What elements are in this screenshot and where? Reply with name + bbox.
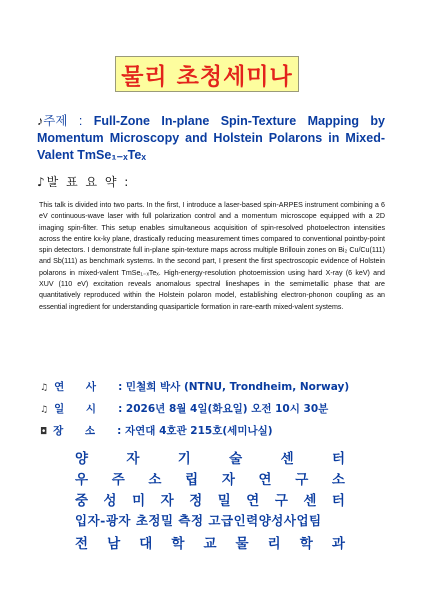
topic-block [37, 113, 385, 164]
org-char: 센 [303, 493, 317, 509]
note-icon: ♫ [40, 383, 49, 393]
org-char: 구 [274, 493, 288, 509]
org-char: 전 [75, 536, 89, 552]
org-char: 양 [75, 451, 89, 467]
speaker-label: 연 사 [54, 381, 106, 393]
organizer-line-1 [75, 447, 345, 467]
org-char: 기 [177, 451, 191, 467]
org-char: 술 [229, 451, 243, 467]
org-char: 자 [160, 493, 174, 509]
org-char: 과 [331, 536, 345, 552]
date-value: : 2026년 8월 4일(화요일) 오전 10시 30분 [118, 403, 329, 415]
org-char: 성 [103, 493, 117, 509]
org-char: 터 [331, 451, 345, 467]
place-label: 장 소 [53, 425, 105, 437]
organizer-line-4: 입자-광자 초정밀 측정 고급인력양성사업팀 [75, 513, 322, 528]
org-char: 구 [295, 472, 309, 488]
org-char: 소 [331, 472, 345, 488]
org-char: 터 [331, 493, 345, 509]
speaker-row [40, 379, 349, 394]
org-char: 연 [246, 493, 260, 509]
org-char: 우 [75, 472, 89, 488]
music-note-icon: ♪ [37, 114, 44, 128]
abstract-heading-row [37, 173, 130, 190]
org-char: 학 [171, 536, 185, 552]
topic-label: 주제 : [43, 114, 83, 128]
org-char: 리 [267, 536, 281, 552]
organizer-line-5 [75, 532, 345, 552]
org-char: 자 [126, 451, 140, 467]
place-value: : 자연대 4호관 215호(세미나실) [117, 425, 273, 437]
note-icon: ♫ [40, 405, 49, 415]
org-char: 물 [235, 536, 249, 552]
seminar-title: 물리 초청세미나 [121, 63, 293, 90]
speaker-value: : 민철희 박사 (NTNU, Trondheim, Norway) [118, 381, 350, 393]
org-char: 교 [203, 536, 217, 552]
org-char: 연 [258, 472, 272, 488]
org-char: 센 [280, 451, 294, 467]
square-bullet-icon: ◘ [40, 427, 48, 437]
org-char: 밀 [217, 493, 231, 509]
org-char: 자 [221, 472, 235, 488]
date-row [40, 401, 328, 416]
org-char: 주 [111, 472, 125, 488]
org-char: 립 [185, 472, 199, 488]
organizer-line-3 [75, 489, 345, 509]
org-char: 소 [148, 472, 162, 488]
abstract-heading: 발 표 요 약 : [46, 175, 131, 189]
place-row [40, 423, 273, 438]
date-label: 일 시 [54, 403, 106, 415]
org-char: 중 [75, 493, 89, 509]
organizer-line-2 [75, 468, 345, 488]
seminar-title-banner [115, 56, 299, 92]
org-char: 정 [189, 493, 203, 509]
org-char: 미 [132, 493, 146, 509]
topic-text: Full-Zone In-plane Spin-Texture Mapping by Momentum Microscopy and Holstein Polarons in Mixed-Valent TmSe₁₋ₓTeₓ [37, 114, 385, 162]
org-char: 학 [299, 536, 313, 552]
music-note-icon: ♪ [37, 175, 47, 189]
org-char: 대 [139, 536, 153, 552]
abstract-text: This talk is divided into two parts. In the first, I introduce a laser-based spin-ARPES instrument combining a 6 eV continuous-wave laser with full polarization control and a momentum microscope equipped with a 2D imaging spin-filter. This setup enables simultaneous acquisition of spin-resolved photoelectron intensities across the entire kx-ky plane, drastically reducing measurement times compared to conventional pointby-point spin detectors. I demonstrate full in-plane spin-texture maps across multiple Brillouin zones on Bi₂ Cu/Cu(111) and Sb(111) as benchmark systems. In the second part, I present the first spectroscopic evidence of Holstein polarons in mixed-valent TmSe₁₋ₓTeₓ. High-energy-resolution photoemission using hard X-ray (6 keV) and XUV (110 eV) excitation reveals anomalous spectral lineshapes in the semimetallic phase that are quantitatively reproduced within the Holstein polaron model, establishing electron-phonon coupling as an essential ingredient for understanding quasiparticle formation in rare-earth mixed-valent systems. [39, 201, 385, 311]
org-char: 남 [107, 536, 121, 552]
